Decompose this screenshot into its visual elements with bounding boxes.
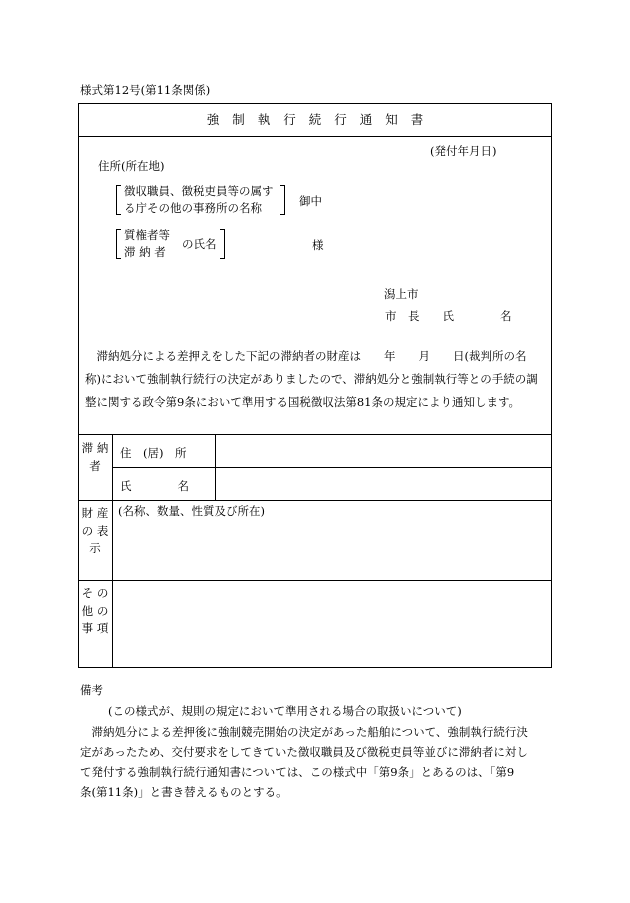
name-cell-label: 氏 名: [120, 479, 189, 493]
office-bracket-left: [116, 185, 121, 215]
property-note: (名称、数量、性質及び所在): [118, 504, 265, 518]
notification-body: [85, 345, 545, 414]
address-label: 住所(所在地): [98, 159, 165, 173]
form-title: 強制執行続行通知書: [79, 104, 551, 137]
notes-line: 条(第11条)」と書き替えるものとする。: [80, 785, 288, 799]
notes-body: [80, 722, 550, 802]
label-column-divider: [112, 434, 113, 668]
delinquent-label: 滞 納 者: [81, 441, 109, 473]
name-suffix-label: の氏名: [182, 237, 217, 251]
body-line: 称)において強制執行続行の決定がありましたので、滞納処分と強制執行等との手続の調: [85, 372, 538, 386]
table-top-border: [78, 434, 552, 435]
body-line: 整に関する政令第9条において準用する国税徴収法第81条の規定により通知します。: [85, 395, 521, 409]
row-divider: [78, 500, 552, 501]
holder-line2: 滞 納 者: [124, 245, 166, 259]
form-number-label: 様式第12号(第11条関係): [80, 83, 211, 97]
address-cell-label: 住 (居) 所: [120, 446, 187, 460]
property-label: 財 産 の 表 示: [81, 506, 109, 555]
notes-line: 滞納処分による差押後に強制競売開始の決定があった船舶について、強制執行続行決: [80, 725, 528, 739]
notes-heading: 備考: [80, 683, 103, 697]
office-name-line1: 徴収職員、徴税吏員等の属す: [124, 184, 274, 198]
notes-subheading: (この様式が、規則の規定において準用される場合の取扱いについて): [108, 704, 462, 718]
issue-date-label: (発付年月日): [430, 144, 497, 158]
notes-line: 定があったため、交付要求をしてきていた徴収職員及び徴税吏員等並びに滞納者に対し: [80, 745, 528, 759]
mayor-signature-line: 市 長 氏 名: [385, 309, 512, 323]
field-column-divider: [215, 434, 216, 500]
body-line: 滞納処分による差押えをした下記の滞納者の財産は 年 月 日(裁判所の名: [85, 349, 527, 363]
city-name: 潟上市: [384, 287, 419, 301]
row-divider: [78, 580, 552, 581]
sama-label: 様: [312, 238, 324, 252]
holder-bracket-right: [220, 229, 225, 259]
holder-bracket-left: [116, 229, 121, 259]
gochu-label: 御中: [299, 194, 322, 208]
notes-line: て発付する強制執行続行通知書については、この様式中「第9条」とあるのは、「第9: [80, 765, 515, 779]
office-name-line2: る庁その他の事務所の名称: [124, 201, 262, 215]
other-items-label: そ の 他 の 事 項: [81, 586, 109, 635]
row-divider: [112, 467, 552, 468]
office-bracket-right: [280, 185, 285, 215]
holder-line1: 質権者等: [124, 228, 170, 242]
